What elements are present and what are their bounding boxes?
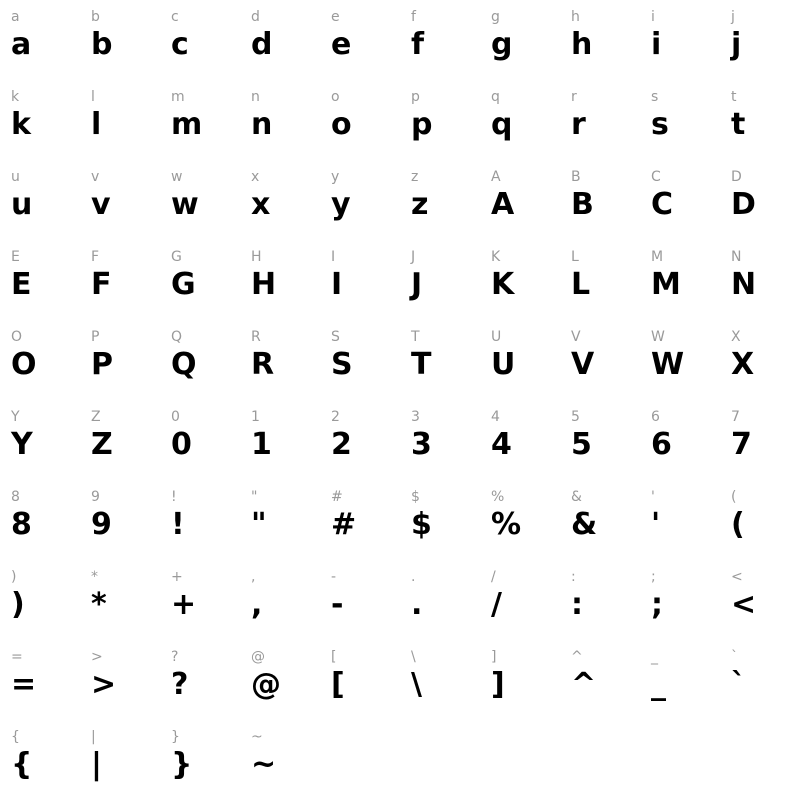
glyph-sample: 5 (571, 427, 592, 462)
glyph-sample: | (91, 747, 102, 782)
glyph-cell (566, 402, 646, 482)
glyph-sample: O (11, 347, 37, 382)
glyph-sample: p (411, 107, 432, 142)
glyph-sample: I (331, 267, 342, 302)
glyph-cell (486, 562, 566, 642)
glyph-character-label: " (251, 489, 258, 505)
glyph-character-label: j (731, 9, 735, 25)
glyph-sample: ` (731, 667, 746, 702)
glyph-character-label: h (571, 9, 580, 25)
glyph-character-label: T (411, 329, 420, 345)
glyph-character-label: ' (651, 489, 655, 505)
glyph-character-label: C (651, 169, 661, 185)
glyph-sample: e (331, 27, 351, 62)
glyph-sample: 8 (11, 507, 32, 542)
glyph-cell (726, 82, 800, 162)
glyph-character-label: N (731, 249, 742, 265)
glyph-sample: _ (651, 667, 666, 702)
glyph-cell (486, 242, 566, 322)
glyph-character-label: p (411, 89, 420, 105)
glyph-cell (486, 402, 566, 482)
glyph-character-label: b (91, 9, 100, 25)
glyph-character-label: e (331, 9, 340, 25)
glyph-sample: t (731, 107, 745, 142)
glyph-sample: g (491, 27, 512, 62)
glyph-cell (246, 482, 326, 562)
glyph-cell (246, 162, 326, 242)
glyph-sample: ! (171, 507, 185, 542)
glyph-character-label: L (571, 249, 579, 265)
glyph-sample: D (731, 187, 756, 222)
glyph-sample: @ (251, 667, 281, 702)
glyph-character-label: K (491, 249, 501, 265)
glyph-cell (246, 82, 326, 162)
glyph-sample: x (251, 187, 270, 222)
glyph-character-label: E (11, 249, 20, 265)
glyph-sample: Z (91, 427, 113, 462)
glyph-cell (246, 2, 326, 82)
glyph-character-label: ; (651, 569, 656, 585)
glyph-character-label: Q (171, 329, 183, 345)
glyph-cell (6, 2, 86, 82)
glyph-character-label: F (91, 249, 100, 265)
glyph-cell (726, 642, 800, 722)
glyph-sample: f (411, 27, 424, 62)
glyph-cell (6, 82, 86, 162)
glyph-character-label: ^ (571, 649, 583, 665)
glyph-cell (246, 322, 326, 402)
glyph-character-label: | (91, 729, 96, 745)
glyph-cell (726, 482, 800, 562)
glyph-sample: ) (11, 587, 25, 622)
glyph-cell (6, 242, 86, 322)
glyph-cell (6, 642, 86, 722)
glyph-character-label: s (651, 89, 659, 105)
glyph-sample: ' (651, 507, 660, 542)
glyph-sample: h (571, 27, 592, 62)
glyph-character-label: f (411, 9, 416, 25)
glyph-cell (86, 642, 166, 722)
glyph-character-label: _ (651, 649, 658, 665)
glyph-cell (326, 2, 406, 82)
glyph-cell (166, 2, 246, 82)
glyph-character-label: - (331, 569, 337, 585)
glyph-sample: T (411, 347, 431, 382)
glyph-character-label: U (491, 329, 502, 345)
glyph-character-label: 4 (491, 409, 500, 425)
glyph-sample: # (331, 507, 356, 542)
glyph-sample: % (491, 507, 521, 542)
glyph-cell (6, 722, 86, 800)
glyph-sample: R (251, 347, 274, 382)
glyph-cell (326, 162, 406, 242)
glyph-character-label: ` (731, 649, 738, 665)
glyph-cell (406, 402, 486, 482)
glyph-cell (726, 242, 800, 322)
glyph-cell (726, 2, 800, 82)
glyph-sample: < (731, 587, 756, 622)
glyph-character-label: g (491, 9, 500, 25)
glyph-cell (406, 242, 486, 322)
glyph-sample: = (11, 667, 36, 702)
glyph-sample: S (331, 347, 353, 382)
glyph-sample: A (491, 187, 514, 222)
glyph-cell (566, 242, 646, 322)
glyph-sample: r (571, 107, 586, 142)
glyph-character-label: . (411, 569, 416, 585)
glyph-cell (326, 322, 406, 402)
glyph-sample: v (91, 187, 111, 222)
glyph-sample: [ (331, 667, 345, 702)
glyph-character-label: X (731, 329, 741, 345)
glyph-character-label: 2 (331, 409, 340, 425)
glyph-cell (86, 82, 166, 162)
glyph-character-label: n (251, 89, 260, 105)
glyph-character-label: ? (171, 649, 179, 665)
glyph-cell (246, 402, 326, 482)
glyph-character-label: ) (11, 569, 17, 585)
glyph-cell (326, 642, 406, 722)
glyph-character-label: ! (171, 489, 177, 505)
glyph-sample: V (571, 347, 594, 382)
glyph-character-label: * (91, 569, 98, 585)
glyph-cell (326, 562, 406, 642)
glyph-sample: W (651, 347, 684, 382)
glyph-sample: C (651, 187, 673, 222)
glyph-cell (86, 562, 166, 642)
glyph-cell (566, 322, 646, 402)
glyph-sample: F (91, 267, 111, 302)
glyph-sample: b (91, 27, 112, 62)
glyph-sample: ; (651, 587, 663, 622)
glyph-sample: - (331, 587, 343, 622)
glyph-cell (6, 322, 86, 402)
glyph-sample: ? (171, 667, 188, 702)
glyph-sample: & (571, 507, 597, 542)
glyph-character-label: : (571, 569, 576, 585)
glyph-sample: E (11, 267, 31, 302)
glyph-cell (86, 2, 166, 82)
glyph-sample: 3 (411, 427, 432, 462)
glyph-character-label: 5 (571, 409, 580, 425)
glyph-character-label: 1 (251, 409, 260, 425)
glyph-cell (486, 162, 566, 242)
glyph-character-label: 0 (171, 409, 180, 425)
glyph-cell (86, 402, 166, 482)
glyph-character-label: i (651, 9, 655, 25)
glyph-character-label: J (411, 249, 416, 265)
glyph-character-label: # (331, 489, 343, 505)
glyph-character-label: P (91, 329, 100, 345)
glyph-cell (86, 482, 166, 562)
glyph-character-label: l (91, 89, 95, 105)
glyph-cell-empty (646, 722, 726, 800)
glyph-character-label: x (251, 169, 260, 185)
glyph-cell-empty (406, 722, 486, 800)
glyph-cell (326, 482, 406, 562)
glyph-sample: + (171, 587, 196, 622)
glyph-character-label: { (11, 729, 20, 745)
glyph-sample: > (91, 667, 116, 702)
glyph-character-label: \ (411, 649, 416, 665)
glyph-sample: ~ (251, 747, 276, 782)
glyph-sample: ] (491, 667, 505, 702)
glyph-sample: / (491, 587, 502, 622)
glyph-cell (646, 322, 726, 402)
glyph-character-label: t (731, 89, 737, 105)
glyph-cell (406, 2, 486, 82)
glyph-cell (566, 482, 646, 562)
glyph-character-label: < (731, 569, 743, 585)
glyph-character-label: } (171, 729, 180, 745)
glyph-cell-empty (486, 722, 566, 800)
glyph-character-label: z (411, 169, 419, 185)
glyph-cell (6, 402, 86, 482)
glyph-character-label: S (331, 329, 340, 345)
glyph-cell (406, 322, 486, 402)
glyph-character-label: o (331, 89, 340, 105)
glyph-cell (166, 82, 246, 162)
glyph-cell (406, 482, 486, 562)
glyph-cell (6, 482, 86, 562)
glyph-sample: z (411, 187, 428, 222)
glyph-sample: j (731, 27, 741, 62)
glyph-cell (566, 162, 646, 242)
glyph-cell (86, 242, 166, 322)
glyph-cell-empty (326, 722, 406, 800)
glyph-cell (646, 642, 726, 722)
glyph-sample: 4 (491, 427, 512, 462)
glyph-character-label: I (331, 249, 336, 265)
glyph-sample: d (251, 27, 272, 62)
glyph-sample: o (331, 107, 352, 142)
glyph-cell (726, 402, 800, 482)
glyph-cell (646, 82, 726, 162)
glyph-sample: q (491, 107, 512, 142)
glyph-sample: N (731, 267, 756, 302)
glyph-character-label: / (491, 569, 496, 585)
glyph-sample: l (91, 107, 101, 142)
glyph-cell (86, 722, 166, 800)
glyph-character-label: a (11, 9, 20, 25)
glyph-cell (166, 562, 246, 642)
glyph-cell (326, 242, 406, 322)
glyph-character-label: B (571, 169, 581, 185)
glyph-cell (726, 162, 800, 242)
glyph-sample: { (11, 747, 32, 782)
glyph-cell (566, 562, 646, 642)
glyph-sample: " (251, 507, 267, 542)
glyph-cell (646, 402, 726, 482)
glyph-cell (486, 482, 566, 562)
glyph-character-label: + (171, 569, 183, 585)
glyph-sample: } (171, 747, 192, 782)
glyph-character-label: > (91, 649, 103, 665)
glyph-cell (246, 722, 326, 800)
glyph-cell (166, 242, 246, 322)
glyph-sample: 2 (331, 427, 352, 462)
glyph-sample: M (651, 267, 681, 302)
glyph-sample: m (171, 107, 202, 142)
glyph-sample: s (651, 107, 669, 142)
glyph-sample: w (171, 187, 199, 222)
glyph-sample: i (651, 27, 661, 62)
glyph-sample: ^ (571, 667, 596, 702)
glyph-character-label: w (171, 169, 183, 185)
glyph-character-label: v (91, 169, 100, 185)
glyph-cell (406, 82, 486, 162)
glyph-cell (646, 242, 726, 322)
glyph-cell (166, 722, 246, 800)
glyph-cell (406, 162, 486, 242)
glyph-character-label: r (571, 89, 577, 105)
glyph-cell (86, 322, 166, 402)
glyph-character-label: G (171, 249, 182, 265)
glyph-character-label: Y (11, 409, 20, 425)
glyph-sample: X (731, 347, 754, 382)
glyph-sample: 6 (651, 427, 672, 462)
glyph-sample: G (171, 267, 196, 302)
glyph-sample: u (11, 187, 32, 222)
glyph-sample: a (11, 27, 31, 62)
glyph-character-label: ] (491, 649, 497, 665)
glyph-cell (166, 482, 246, 562)
glyph-cell (646, 162, 726, 242)
glyph-sample: 7 (731, 427, 752, 462)
glyph-character-label: @ (251, 649, 265, 665)
glyph-character-label: D (731, 169, 742, 185)
glyph-cell (646, 2, 726, 82)
glyph-character-label: M (651, 249, 664, 265)
glyph-sample: L (571, 267, 590, 302)
glyph-character-label: , (251, 569, 256, 585)
glyph-character-label: y (331, 169, 340, 185)
glyph-character-label: O (11, 329, 23, 345)
glyph-sample: ( (731, 507, 745, 542)
glyph-character-label: k (11, 89, 20, 105)
glyph-cell (326, 402, 406, 482)
glyph-cell (6, 562, 86, 642)
glyph-sample: $ (411, 507, 432, 542)
glyph-character-label: = (11, 649, 23, 665)
glyph-cell (726, 322, 800, 402)
glyph-sample: \ (411, 667, 422, 702)
glyph-character-label: Z (91, 409, 101, 425)
glyph-cell (566, 642, 646, 722)
glyph-character-label: 3 (411, 409, 420, 425)
glyph-sample: Y (11, 427, 33, 462)
glyph-sample: 9 (91, 507, 112, 542)
glyph-cell (566, 2, 646, 82)
glyph-sample: y (331, 187, 351, 222)
glyph-cell (486, 2, 566, 82)
glyph-character-label: [ (331, 649, 337, 665)
glyph-cell (246, 562, 326, 642)
glyph-cell (406, 642, 486, 722)
glyph-cell (326, 82, 406, 162)
glyph-sample: J (411, 267, 422, 302)
glyph-sample: U (491, 347, 515, 382)
glyph-character-label: & (571, 489, 582, 505)
glyph-sample: K (491, 267, 514, 302)
glyph-cell (486, 642, 566, 722)
glyph-cell (566, 82, 646, 162)
glyph-cell (166, 162, 246, 242)
glyph-sample: 0 (171, 427, 192, 462)
glyph-character-label: W (651, 329, 665, 345)
glyph-cell-empty (726, 722, 800, 800)
glyph-character-label: ~ (251, 729, 263, 745)
glyph-cell (246, 642, 326, 722)
glyph-character-label: q (491, 89, 500, 105)
glyph-cell (166, 402, 246, 482)
glyph-sample: 1 (251, 427, 272, 462)
glyph-character-label: 7 (731, 409, 740, 425)
glyph-sample: * (91, 587, 107, 622)
glyph-character-label: 6 (651, 409, 660, 425)
glyph-cell (646, 562, 726, 642)
glyph-character-label: u (11, 169, 20, 185)
glyph-sample: n (251, 107, 272, 142)
glyph-sample: P (91, 347, 113, 382)
glyph-cell (406, 562, 486, 642)
glyph-sample: . (411, 587, 422, 622)
glyph-cell (166, 322, 246, 402)
glyph-character-label: V (571, 329, 581, 345)
glyph-character-label: 8 (11, 489, 20, 505)
glyph-cell-empty (566, 722, 646, 800)
glyph-cell (486, 82, 566, 162)
glyph-cell (246, 242, 326, 322)
glyph-cell (6, 162, 86, 242)
glyph-character-label: d (251, 9, 260, 25)
glyph-sample: c (171, 27, 189, 62)
glyph-sample: Q (171, 347, 197, 382)
glyph-character-label: ( (731, 489, 737, 505)
glyph-character-label: $ (411, 489, 420, 505)
glyph-sample: k (11, 107, 31, 142)
glyph-character-label: H (251, 249, 262, 265)
glyph-character-label: 9 (91, 489, 100, 505)
glyph-cell (166, 642, 246, 722)
glyph-sample: , (251, 587, 262, 622)
glyph-character-label: % (491, 489, 505, 505)
glyph-cell (726, 562, 800, 642)
glyph-sample: B (571, 187, 594, 222)
glyph-cell (86, 162, 166, 242)
glyph-character-label: c (171, 9, 179, 25)
glyph-sample: H (251, 267, 276, 302)
glyph-cell (646, 482, 726, 562)
glyph-cell (486, 322, 566, 402)
glyph-character-label: R (251, 329, 261, 345)
glyph-sample: : (571, 587, 583, 622)
glyph-character-label: A (491, 169, 501, 185)
glyph-character-label: m (171, 89, 185, 105)
